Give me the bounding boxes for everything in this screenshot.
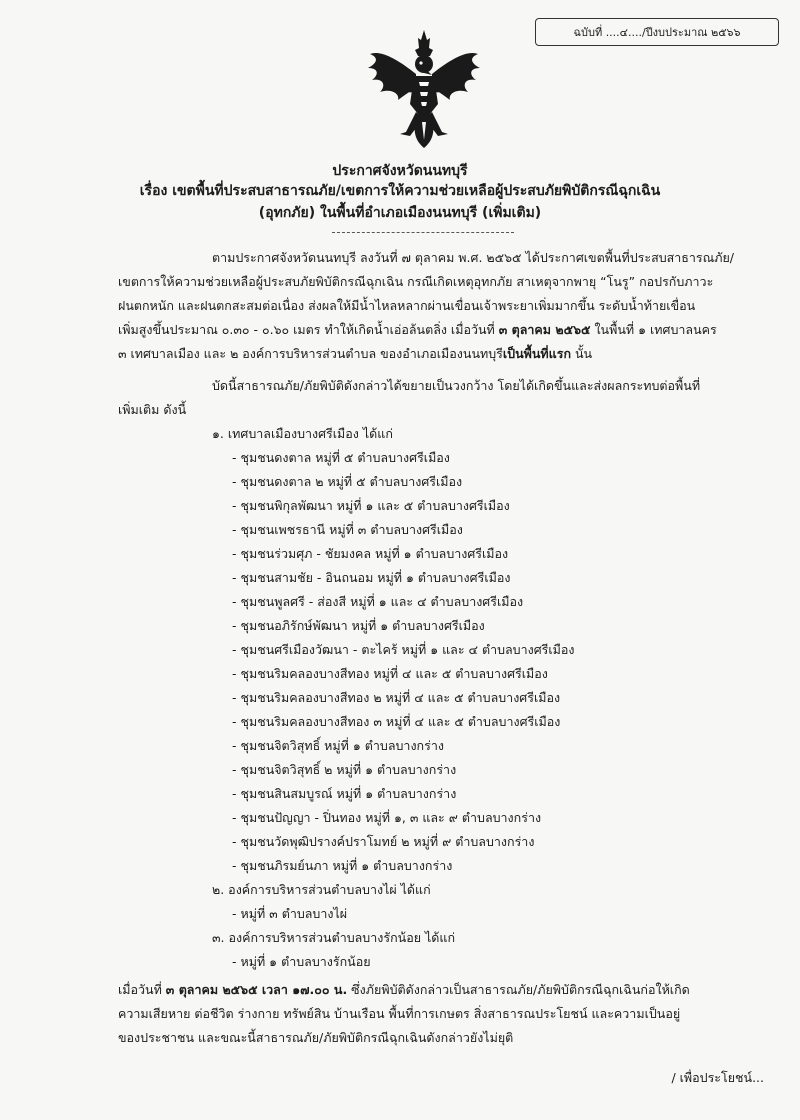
list-item: - ชุมชนพูลศรี - ส่องสี หมู่ที่ ๑ และ ๔ ตำบลบางศรีเมือง <box>232 594 524 609</box>
closing-line-1 <box>118 980 690 1000</box>
list-item: - ชุมชนริมคลองบางสีทอง ๒ หมู่ที่ ๔ และ ๕ ตำบลบางศรีเมือง <box>232 690 561 705</box>
list-item: - หมู่ที่ ๓ ตำบลบางไผ่ <box>232 906 348 921</box>
closing-line-1-tail: ซึ่งภัยพิบัติดังกล่าวเป็นสาธารณภัย/ภัยพิบัติกรณีฉุกเฉินก่อให้เกิด <box>347 982 690 997</box>
list-item: - ชุมชนวัดพุฒิปรางค์ปราโมทย์ ๒ หมู่ที่ ๙ ตำบลบางกร่าง <box>232 834 535 849</box>
closing-line-1-text: เมื่อวันที่ <box>118 982 166 997</box>
list-item: - ชุมชนจิตวิสุทธิ์ ๒ หมู่ที่ ๑ ตำบลบางกร่าง <box>232 762 457 777</box>
list-item: - ชุมชนอภิรักษ์พัฒนา หมู่ที่ ๑ ตำบลบางศรีเมือง <box>232 618 485 633</box>
closing-line-3: ของประชาชน และขณะนี้สาธารณภัย/ภัยพิบัติกรณีฉุกเฉินดังกล่าวยังไม่ยุติ <box>118 1030 514 1045</box>
list-item: - ชุมชนพิกุลพัฒนา หมู่ที่ ๑ และ ๕ ตำบลบางศรีเมือง <box>232 498 510 513</box>
list-item: - ชุมชนภิรมย์นภา หมู่ที่ ๑ ตำบลบางกร่าง <box>232 858 453 873</box>
list-item: - ชุมชนสามชัย - อินถนอม หมู่ที่ ๑ ตำบลบางศรีเมือง <box>232 570 511 585</box>
intro-line-4-tail: ในพื้นที่ ๑ เทศบาลนคร <box>590 322 717 337</box>
list-item: - ชุมชนเพชรธานี หมู่ที่ ๓ ตำบลบางศรีเมือง <box>232 522 463 537</box>
garuda-emblem-icon <box>366 28 482 150</box>
area-heading: ๓. องค์การบริหารส่วนตำบลบางรักน้อย ได้แก่ <box>212 930 456 945</box>
intro-line-5 <box>118 344 592 364</box>
list-item: - ชุมชนจิตวิสุทธิ์ หมู่ที่ ๑ ตำบลบางกร่าง <box>232 738 444 753</box>
subject-line-1: เรื่อง เขตพื้นที่ประสบสาธารณภัย/เขตการให้ความช่วยเหลือผู้ประสบภัยพิบัติกรณีฉุกเฉิน <box>139 183 661 199</box>
intro-line-3: ฝนตกหนัก และฝนตกสะสมต่อเนื่อง ส่งผลให้มีน้ำไหลหลากผ่านเขื่อนเจ้าพระยาเพิ่มมากขึ้น ระดับน้ำท้ายเขื่อน <box>118 298 696 313</box>
continued-marker: / เพื่อประโยชน์... <box>671 1070 764 1085</box>
intro-line-5-text: ๓ เทศบาลเมือง และ ๒ องค์การบริหารส่วนตำบล ของอำเภอเมืองนนทบุรี <box>118 346 503 361</box>
list-item: - หมู่ที่ ๑ ตำบลบางรักน้อย <box>232 954 371 969</box>
list-item: - ชุมชนริมคลองบางสีทอง หมู่ที่ ๔ และ ๕ ตำบลบางศรีเมือง <box>232 666 548 681</box>
expansion-line-1: บัดนี้สาธารณภัย/ภัยพิบัติดังกล่าวได้ขยายเป็นวงกว้าง โดยได้เกิดขึ้นและส่งผลกระทบต่อพื้นที่ <box>212 378 701 393</box>
list-item: - ชุมชนดงตาล ๒ หมู่ที่ ๕ ตำบลบางศรีเมือง <box>232 474 463 489</box>
disaster-datetime: ๓ ตุลาคม ๒๕๖๕ เวลา ๑๗.๐๐ น. <box>165 982 348 997</box>
intro-line-1: ตามประกาศจังหวัดนนทบุรี ลงวันที่ ๗ ตุลาคม พ.ศ. ๒๕๖๕ ได้ประกาศเขตพื้นที่ประสบสาธารณภัย/ <box>212 250 735 265</box>
intro-line-4 <box>118 320 717 340</box>
list-item: - ชุมชนสินสมบูรณ์ หมู่ที่ ๑ ตำบลบางกร่าง <box>232 786 457 801</box>
flood-date: ๓ ตุลาคม ๒๕๖๕ <box>498 322 591 337</box>
expansion-line-2: เพิ่มเติม ดังนี้ <box>118 402 187 417</box>
first-area-label: เป็นพื้นที่แรก <box>502 346 572 361</box>
list-item: - ชุมชนปัญญา - ปิ่นทอง หมู่ที่ ๑, ๓ และ ๙ ตำบลบางกร่าง <box>232 810 542 825</box>
subject-line-2: (อุทกภัย) ในพื้นที่อำเภอเมืองนนทบุรี (เพิ่มเติม) <box>258 205 542 221</box>
announcement-title: ประกาศจังหวัดนนทบุรี <box>332 163 468 179</box>
list-item: - ชุมชนร่วมศุภ - ชัยมงคล หมู่ที่ ๑ ตำบลบางศรีเมือง <box>232 546 509 561</box>
intro-line-4-text: เพิ่มสูงขึ้นประมาณ ๐.๓๐ - ๐.๖๐ เมตร ทำให้เกิดน้ำเอ่อล้นตลิ่ง เมื่อวันที่ <box>118 322 499 337</box>
intro-line-5-tail: นั้น <box>571 346 593 361</box>
header-divider <box>332 232 514 233</box>
area-heading: ๒. องค์การบริหารส่วนตำบลบางไผ่ ได้แก่ <box>212 882 431 897</box>
list-item: - ชุมชนศรีเมืองวัฒนา - ตะไคร้ หมู่ที่ ๑ และ ๔ ตำบลบางศรีเมือง <box>232 642 575 657</box>
issue-number-box: ฉบับที่ ....๔..../ปีงบประมาณ ๒๕๖๖ <box>535 18 779 46</box>
area-heading: ๑. เทศบาลเมืองบางศรีเมือง ได้แก่ <box>212 426 393 441</box>
intro-line-2: เขตการให้ความช่วยเหลือผู้ประสบภัยพิบัติกรณีฉุกเฉิน กรณีเกิดเหตุอุทกภัย สาเหตุจากพายุ “โนรู” กอปรกับภาวะ <box>118 274 714 289</box>
list-item: - ชุมชนริมคลองบางสีทอง ๓ หมู่ที่ ๔ และ ๕ ตำบลบางศรีเมือง <box>232 714 561 729</box>
closing-line-2: ความเสียหาย ต่อชีวิต ร่างกาย ทรัพย์สิน บ้านเรือน พื้นที่การเกษตร สิ่งสาธารณประโยชน์ และความเป็นอยู่ <box>118 1006 681 1021</box>
list-item: - ชุมชนดงตาล หมู่ที่ ๕ ตำบลบางศรีเมือง <box>232 450 450 465</box>
